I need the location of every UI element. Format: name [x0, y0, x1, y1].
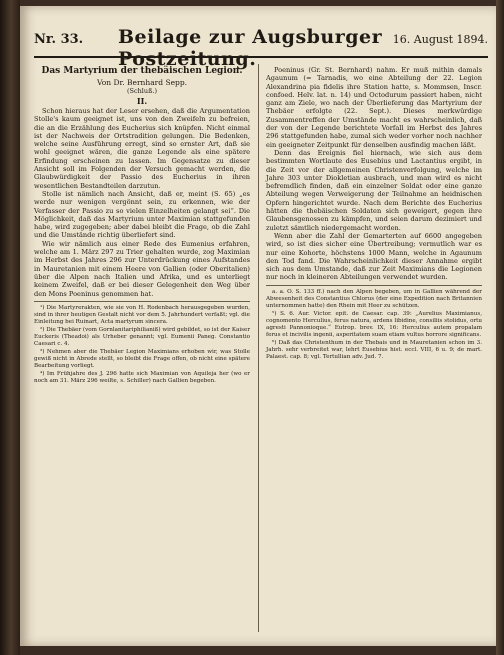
paragraph: Wie wir nämlich aus einer Rede des Eumenius erfahren, welche am 1. März 297 zu Trier gehalten wurde, zog Maximian im Herbst des Jahres 296 zur Unterdrückung eines Aufstandes in Mauretanien mit einem Heere von Gallien (oder Oberitalien) über die Alpen nach Italien und Afrika, und es unterliegt keinem Zweifel, daß er bei dieser Gelegenheit den Weg über den Mons Poeninus genommen hat.	[34, 239, 250, 298]
paragraph: Wenn aber die Zahl der Gemarterten auf 6600 angegeben wird, so ist dies sicher eine Übertreibung; vermutlich war es nur eine Kohorte, höchstens 1000 Mann, welche in Agaunum den Tod fand. Die Wahrscheinlichkeit dieser Annahme ergibt sich aus dem Umstande, daß zur Zeit Maximians die Legionen nur noch in kleineren Abteilungen verwendet wurden.	[266, 231, 482, 282]
article-title: Das Martyrium der thebäischen Legion.	[41, 66, 243, 76]
continuation-note: (Schluß.)	[126, 87, 158, 95]
paragraph: Schon hieraus hat der Leser ersehen, daß die Argumentation Stolle's kaum geeignet ist, uns von den Zweifeln zu befreien, die an die Erzählung des Eucherius sich knüpfen. Nicht einmal ist der Nachweis der Ortstradition gelungen. Die Bedenken, welche seine Ausführung erregt, sind so ernster Art, daß sie wohl geeignet wären, die ganze Legende als eine spätere Erfindung erscheinen zu lassen. Im Gegensatze zu dieser Ansicht soll im Folgenden der Versuch gemacht werden, die Glaubwürdigkeit der Passio des Eucherius in ihren wesentlichen Bestandteilen darzutun.	[34, 107, 250, 190]
footnote: a. a. O. S. 133 ff.) nach den Alpen begeben, um in Gallien während der Abwesenheit des Constantius Chlorus (der eine Expedition nach Britannien unternommen hatte) den Rhein mit Heer zu schützen.	[266, 288, 482, 309]
issue-date: 16. August 1894.	[392, 33, 488, 46]
footnote: ⁶) Daß das Christenthum in der Thebais und in Mauretanien schon im 3. Jahrh. sehr verbreitet war, lehrt Eusebius hist. eccl. VIII, 6 u. 9; de mart. Palaest. cap. 8; vgl. Tertullian adv. Jud. 7.	[266, 339, 482, 360]
section-number: II.	[136, 96, 148, 106]
footnote: ¹) Die Martyrerakten, wie sie von H. Rodenbach herausgegeben wurden, sind in ihrer heutigen Gestalt nicht vor dem 5. Jahrhundert verfaßt; vgl. die Einleitung bei Ruinart, Acta martyrum sincera.	[34, 304, 250, 325]
masthead	[34, 26, 488, 70]
footnote: ²) Die Thebäer (vom Gornlanitariphilianiß) wird gebildet, so ist der Kaiser Euckeris (Theadoi) als Urheber genannt; vgl. Eumenii Paneg. Constantio Caesari c. 4.	[34, 326, 250, 347]
column-divider	[258, 64, 259, 632]
footnote: ³) Nehmen aber die Thebäer Legion Maximians erhoben wir, was Stolle gewiß nicht in Abrede stellt, so bleibt die Frage offen, ob nicht eine spätere Bearbeitung vorliegt.	[34, 348, 250, 369]
issue-number: Nr. 33.	[34, 32, 84, 47]
left-column	[34, 66, 250, 386]
paragraph: Stolle ist nämlich nach Ansicht, daß er, meint (S. 65) „es werde nur wenigen vergönnt sein, zu erkennen, wie der Verfasser der Passio zu so vielen Einzelheiten gelangt sei“. Die Möglichkeit, daß das Martyrium unter Maximian stattgefunden habe, wird zugegeben; aber dabei bleibt die Frage, ob die Zahl und die Umstände richtig überliefert sind.	[34, 189, 250, 240]
masthead-title: Beilage zur Augsburger Postzeitung.	[118, 26, 383, 70]
footnote: ⁴) Im Frühjahre des J. 296 hatte sich Maximian von Aquileja her (wo er noch am 31. März 296 weilte, s. Schiller) nach Gallien begeben.	[34, 370, 250, 384]
right-column	[266, 66, 482, 362]
newspaper-page	[20, 6, 496, 646]
page-edge	[496, 0, 504, 655]
footnote: ⁵) S. 6. Aur. Victor. epit. de Caesar. cap. 39: „Aurelius Maximianus, cognomento Herculius, ferus natura, ardens libidine, consiliis stolidus, ortu agresti Pannonioque.“ Eutrop. brev. IX, 16: Herculius autem propalam ferus et incivilis ingenii, asperitatem suam etiam vultus horrore significans.	[266, 310, 482, 338]
footnotes-right	[266, 285, 482, 361]
article-author: Von Dr. Bernhard Sepp.	[97, 78, 187, 87]
book-spine	[0, 0, 20, 655]
paragraph: Poeninus (Gr. St. Bernhard) nahm. Er muß mithin damals Agaunum (= Tarnadis, wo eine Abteilung der 22. Legion Alexandrina pia fidelis ihre Station hatte, s. Mommsen, Inscr. confoed. Helv. lat. n. 14) und Octodurum passiert haben, nicht ganz am Ziele, wo nach der Überlieferung das Martyrium der Thebäer erfolgte (22. Sept.). Dieses merkwürdige Zusammentreffen der Umstände macht es wahrscheinlich, daß der von der Legende berichtete Vorfall im Herbst des Jahres 296 stattgefunden habe, zumal sich weder vorher noch nachher ein geeigneter Zeitpunkt für denselben ausfindig machen läßt.	[266, 66, 482, 149]
paragraph: Denn das Ereignis fiel hiernach, wie sich aus dem bestimmten Wortlaute des Eusebius und Lactantius ergibt, in die Zeit vor der allgemeinen Christenverfolgung, welche im Jahre 303 unter Diokletian ausbrach, und man wird es nicht befremdlich finden, daß ein einzelner Soldat oder eine ganze Abteilung wegen Verweigerung der Teilnahme an heidnischen Opfern hingerichtet wurde. Nach dem Berichte des Eucherius hätten die thebäischen Soldaten sich geweigert, gegen ihre Glaubensgenossen zu kämpfen, und seien darum dezimiert und zuletzt sämtlich niedergemacht worden.	[266, 148, 482, 232]
footnotes-left	[34, 301, 250, 385]
